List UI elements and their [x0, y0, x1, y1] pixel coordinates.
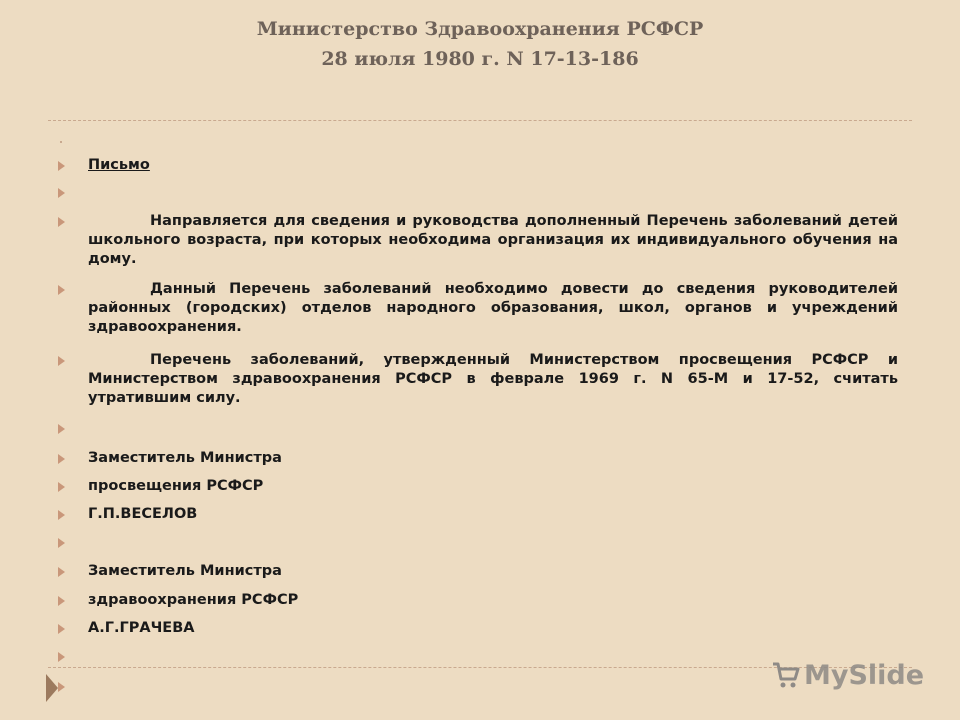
triangle-bullet-icon	[58, 351, 68, 370]
list-item-signature	[88, 449, 898, 468]
triangle-bullet-icon	[58, 419, 68, 438]
paragraph-text: Перечень заболеваний, утвержденный Министерством просвещения РСФСР и Министерством здравоохранения РСФСР в феврале 1969 г. N 65-М и 17-52, считать утратившим силу.	[88, 352, 904, 406]
triangle-bullet-icon	[58, 212, 68, 231]
triangle-bullet-icon	[58, 477, 68, 496]
triangle-bullet-icon	[58, 647, 68, 666]
triangle-bullet-icon	[58, 533, 68, 552]
list-item-signature	[88, 591, 898, 610]
watermark-logo	[770, 658, 924, 692]
triangle-bullet-icon	[58, 562, 68, 581]
triangle-bullet-icon	[58, 183, 68, 202]
list-item-signature	[88, 477, 898, 496]
signer-position: Заместитель Министра	[88, 450, 282, 466]
title-date-number: 28 июля 1980 г. N 17-13-186	[321, 48, 639, 70]
cart-icon	[770, 660, 800, 690]
list-item-paragraph	[88, 280, 904, 337]
paragraph-text: Направляется для сведения и руководства дополненный Перечень заболеваний детей школьного возраста, при которых необходима организация их индивидуального обучения на дому.	[88, 213, 904, 267]
signer-name: Г.П.ВЕСЕЛОВ	[88, 506, 198, 522]
signer-ministry: просвещения РСФСР	[88, 478, 264, 494]
triangle-bullet-icon	[58, 619, 68, 638]
list-item-signature	[88, 619, 898, 638]
corner-chevron-icon	[46, 674, 58, 702]
title-ministry: Министерство Здравоохранения РСФСР	[256, 18, 704, 40]
triangle-bullet-icon	[58, 505, 68, 524]
list-item-signature	[88, 562, 898, 581]
watermark-brand: MySlide	[804, 659, 925, 691]
letter-label: Письмо	[88, 157, 150, 173]
list-item-letter	[88, 156, 898, 175]
list-item-paragraph	[88, 351, 904, 408]
list-item-paragraph	[88, 212, 904, 269]
triangle-bullet-icon	[58, 677, 68, 696]
triangle-bullet-icon	[58, 591, 68, 610]
paragraph-text: Данный Перечень заболеваний необходимо довести до сведения руководителей районных (городских) отделов народного образования, школ, органов и учреждений здравоохранения.	[88, 281, 904, 335]
triangle-bullet-icon	[58, 449, 68, 468]
triangle-bullet-icon	[58, 156, 68, 175]
signer-position: Заместитель Министра	[88, 563, 282, 579]
signer-ministry: здравоохранения РСФСР	[88, 592, 299, 608]
list-item-signature	[88, 505, 898, 524]
signer-name: А.Г.ГРАЧЕВА	[88, 620, 195, 636]
triangle-bullet-icon	[58, 280, 68, 299]
